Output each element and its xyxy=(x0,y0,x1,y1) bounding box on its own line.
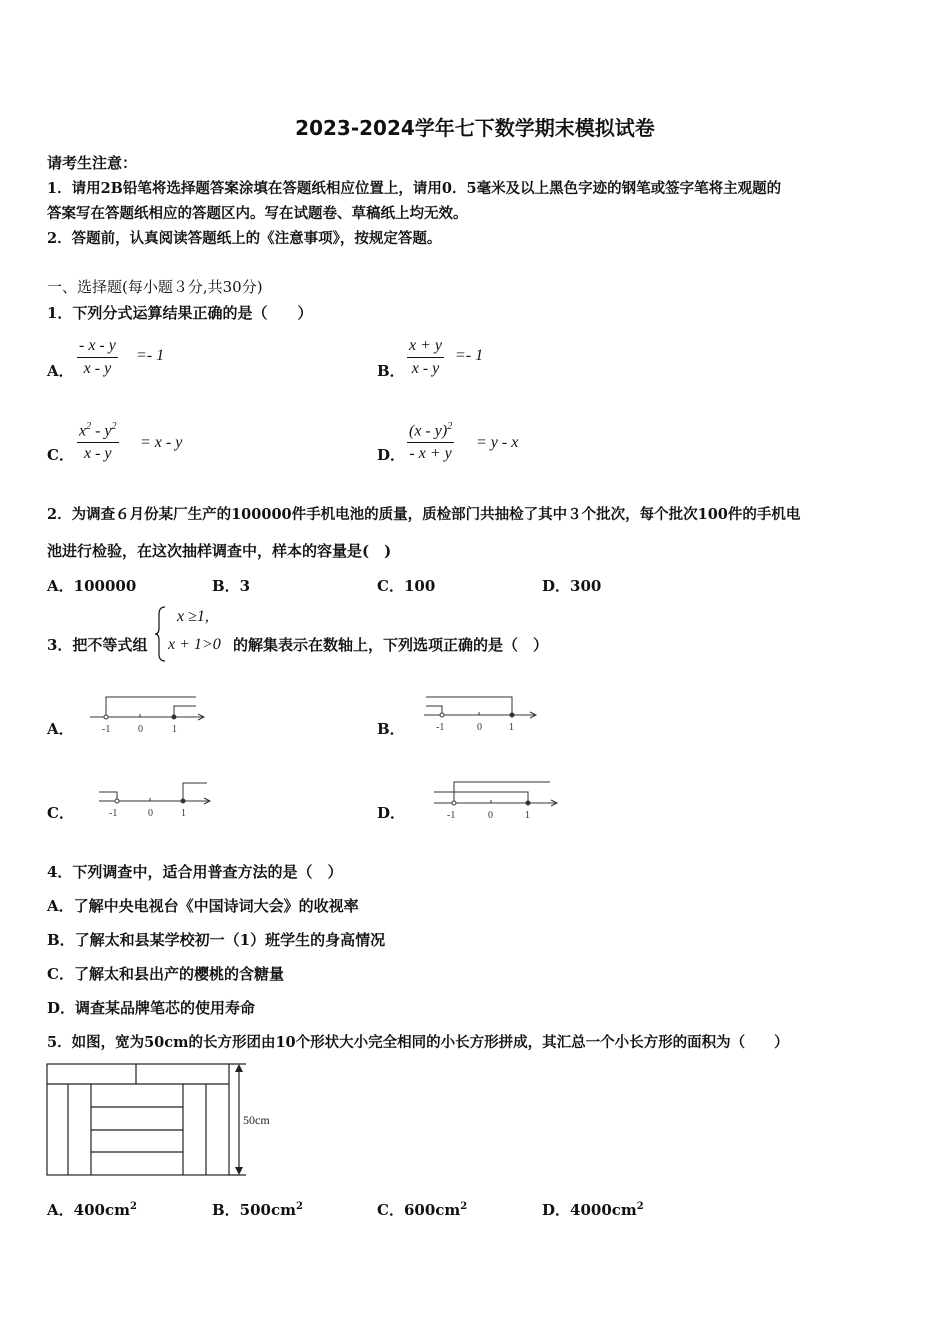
q5-option-d xyxy=(542,1199,644,1220)
q5-option-c xyxy=(377,1199,467,1220)
q1-option-c-label: C． xyxy=(47,446,74,464)
q5-option-a-sup: 2 xyxy=(129,1201,137,1212)
q1-c-num-exp: 2 xyxy=(86,421,92,432)
q5-figure xyxy=(46,1062,286,1178)
q3-inequality-1: x ≥1, xyxy=(177,608,209,625)
q1-b-numerator: x + y xyxy=(409,337,442,354)
q5-stem: 5．如图，宽为50cm的长方形团由10个形状大小完全相同的小长方形拼成，其汇总一个小长方形的面积为（ ） xyxy=(47,1034,789,1051)
q3-d-tick-1: 1 xyxy=(525,810,530,821)
q3-c-tick-1: 1 xyxy=(181,808,186,819)
q2-option-d: D．300 xyxy=(542,577,602,595)
q3-a-tick-0: 0 xyxy=(138,724,143,735)
q1-option-d-fraction xyxy=(407,421,454,463)
q2-stem-line2: 池进行检验，在这次抽样调查中，样本的容量是( ) xyxy=(47,542,392,560)
q3-option-b-label: B． xyxy=(377,720,405,738)
q1-a-numerator: - x - y xyxy=(79,337,116,354)
q1-c-num-y: - y xyxy=(91,422,112,440)
q5-option-c-sup: 2 xyxy=(460,1201,468,1212)
q1-option-a-label: A． xyxy=(47,362,74,380)
q1-b-denominator: x - y xyxy=(411,360,440,377)
q3-option-b-numberline xyxy=(422,692,542,734)
q1-option-b-fraction xyxy=(407,337,444,378)
q2-option-a: A．100000 xyxy=(47,577,137,595)
q1-c-denominator: x - y xyxy=(84,445,112,463)
q3-c-tick-0: 0 xyxy=(148,808,153,819)
q3-option-d-numberline xyxy=(432,778,562,820)
q4-option-a: A．了解中央电视台《中国诗词大会》的收视率 xyxy=(47,897,359,915)
q3-b-tick-1: 1 xyxy=(509,722,514,733)
notice-item1-line2: 答案写在答题纸相应的答题区内。写在试题卷、草稿纸上均无效。 xyxy=(47,205,468,222)
q1-option-c-fraction xyxy=(77,421,119,463)
q1-d-numerator: (x - y) xyxy=(409,422,448,440)
q5-option-b-text: B．500cm xyxy=(212,1201,296,1219)
q1-a-result: =- 1 xyxy=(136,347,165,364)
q4-option-d: D．调查某品牌笔芯的使用寿命 xyxy=(47,999,256,1017)
q3-option-c-numberline xyxy=(97,778,217,820)
q5-option-a xyxy=(47,1199,137,1220)
q5-option-b xyxy=(212,1199,303,1220)
q3-c-tick-neg1: -1 xyxy=(109,808,118,819)
q5-figure-width-label: 50cm xyxy=(243,1113,270,1127)
q3-a-tick-1: 1 xyxy=(172,724,177,735)
page-title: 2023-2024学年七下数学期末模拟试卷 xyxy=(295,116,655,140)
q1-d-num-exp: 2 xyxy=(447,421,453,432)
q3-option-d-label: D． xyxy=(377,804,406,822)
q1-option-d-label: D． xyxy=(377,446,406,464)
q2-stem-line1: 2．为调查６月份某厂生产的100000件手机电池的质量，质检部门共抽检了其中３个批次，每个批次100件的手机电 xyxy=(47,506,801,523)
q1-c-result: = x - y xyxy=(140,434,183,451)
q1-d-result: = y - x xyxy=(476,434,519,451)
q4-option-c: C．了解太和县出产的樱桃的含糖量 xyxy=(47,965,284,983)
q5-option-c-text: C．600cm xyxy=(377,1201,461,1219)
q3-d-tick-0: 0 xyxy=(488,810,493,821)
q4-option-b: B．了解太和县某学校初一（1）班学生的身高情况 xyxy=(47,931,386,949)
q3-stem-suffix: 的解集表示在数轴上，下列选项正确的是（ ） xyxy=(233,636,549,654)
q2-option-c: C．100 xyxy=(377,577,436,595)
notice-heading: 请考生注意： xyxy=(47,154,138,172)
q3-option-a-numberline xyxy=(88,692,208,734)
q3-d-tick-neg1: -1 xyxy=(447,810,456,821)
q3-option-a-label: A． xyxy=(47,720,74,738)
notice-item1-line1: 1．请用2B铅笔将选择题答案涂填在答题纸相应位置上，请用0．5毫米及以上黑色字迹的钢笔或签字笔将主观题的 xyxy=(47,180,782,197)
q5-option-d-text: D．4000cm xyxy=(542,1201,637,1219)
q1-c-num-exp2: 2 xyxy=(111,421,117,432)
q2-option-b: B．3 xyxy=(212,577,251,595)
q3-stem-prefix: 3．把不等式组 xyxy=(47,636,148,654)
q3-b-tick-neg1: -1 xyxy=(436,722,445,733)
q1-a-denominator: x - y xyxy=(83,360,112,377)
q5-option-b-sup: 2 xyxy=(296,1201,303,1212)
q3-b-tick-0: 0 xyxy=(477,722,482,733)
q1-option-b-label: B． xyxy=(377,362,405,380)
notice-item2: 2．答题前，认真阅读答题纸上的《注意事项》，按规定答题。 xyxy=(47,230,442,247)
q1-option-a-fraction xyxy=(77,337,118,378)
q3-option-c-label: C． xyxy=(47,804,74,822)
q3-inequality-2: x + 1>0 xyxy=(168,636,221,653)
q4-stem: 4．下列调查中，适合用普查方法的是（ ） xyxy=(47,863,343,881)
section-heading: 一、选择题(每小题３分,共30分) xyxy=(47,278,263,296)
q1-stem: 1．下列分式运算结果正确的是（ ） xyxy=(47,304,313,322)
q5-option-a-text: A．400cm xyxy=(47,1201,130,1219)
q5-option-d-sup: 2 xyxy=(636,1201,644,1212)
q1-d-denominator: - x + y xyxy=(409,445,452,463)
q1-b-result: =- 1 xyxy=(455,347,484,364)
q3-a-tick-neg1: -1 xyxy=(102,724,111,735)
q3-brace xyxy=(155,606,167,662)
q1-c-num-x: x xyxy=(79,422,87,440)
